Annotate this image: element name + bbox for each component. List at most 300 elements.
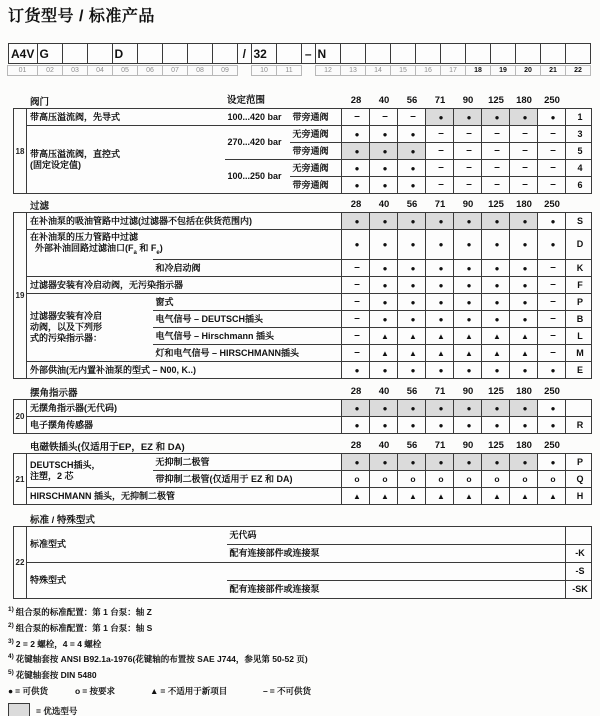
dash-symbol: – — [438, 179, 444, 190]
availability-cell — [510, 143, 538, 160]
dot-symbol: ● — [354, 420, 360, 430]
code-bar-column — [8, 43, 38, 76]
dash-symbol: – — [466, 128, 472, 139]
section-title: 摆角指示器 — [30, 388, 78, 399]
dot-symbol: ● — [438, 263, 444, 273]
availability-cell — [454, 126, 482, 143]
availability-cell — [482, 417, 510, 434]
row-label: 特殊型式 — [27, 563, 227, 599]
circ-symbol: o — [354, 473, 360, 484]
code-cell-number: 02 — [37, 65, 63, 76]
order-code: S — [566, 213, 592, 230]
dot-symbol: ● — [494, 403, 500, 413]
dot-symbol: ● — [382, 240, 388, 250]
section-number: 22 — [13, 526, 27, 599]
section-22-header — [13, 512, 592, 526]
availability-cell — [482, 260, 510, 277]
row-sublabel: 带抑制二极管(仅适用于 EZ 和 DA) — [153, 471, 342, 488]
availability-cell — [510, 328, 538, 345]
availability-cell — [370, 230, 398, 260]
code-bar-column — [541, 43, 566, 76]
section-18-valves — [13, 94, 592, 194]
circ-symbol: o — [494, 473, 500, 484]
size-column-header: 40 — [378, 386, 390, 397]
availability-cell — [398, 109, 426, 126]
dot-symbol: ● — [522, 216, 528, 226]
order-code: E — [566, 362, 592, 379]
size-column-header: 56 — [406, 95, 418, 106]
circ-symbol: o — [466, 473, 472, 484]
size-column-header: 56 — [406, 199, 418, 210]
section-20-header — [13, 385, 592, 399]
availability-cell — [370, 277, 398, 294]
code-cell: – — [301, 43, 317, 64]
availability-cell — [398, 488, 426, 505]
dot-symbol: ● — [438, 240, 444, 250]
section-19-filtration — [13, 198, 592, 379]
availability-cell — [426, 277, 454, 294]
tri-symbol: ▲ — [549, 491, 557, 501]
row-sublabel: 灯和电气信号 – HIRSCHMANN插头 — [153, 345, 342, 362]
dot-symbol: ● — [466, 365, 472, 375]
row-label: HIRSCHMANN 插头，无抑制二极管 — [27, 488, 342, 505]
availability-cell — [370, 311, 398, 328]
availability-cell — [454, 177, 482, 194]
pressure-range: 100...420 bar — [227, 111, 282, 122]
dot-symbol: ● — [410, 146, 416, 156]
availability-cell — [482, 277, 510, 294]
table-row — [27, 527, 592, 545]
tri-symbol: ▲ — [409, 331, 417, 341]
availability-cell — [342, 260, 370, 277]
dash-symbol: – — [550, 279, 556, 290]
availability-cell — [342, 400, 370, 417]
availability-cell — [454, 160, 482, 177]
code-cell — [187, 43, 214, 64]
dot-symbol: ● — [438, 314, 444, 324]
availability-cell — [510, 471, 538, 488]
dot-symbol: ● — [494, 297, 500, 307]
code-cell — [276, 43, 303, 64]
tri-symbol: ▲ — [493, 491, 501, 501]
dash-symbol: – — [550, 162, 556, 173]
code-cell-number — [301, 65, 316, 76]
availability-table — [26, 108, 592, 194]
table-row — [27, 260, 592, 277]
availability-cell — [342, 160, 370, 177]
size-column-header: 90 — [462, 199, 474, 210]
size-column-header: 28 — [350, 440, 362, 451]
order-code: -S — [566, 563, 592, 581]
dot-symbol: ● — [410, 457, 416, 467]
shaded-box-swatch — [8, 703, 30, 716]
dot-symbol: ● — [354, 146, 360, 156]
availability-cell — [398, 213, 426, 230]
code-cell: 32 — [251, 43, 278, 64]
availability-cell — [370, 345, 398, 362]
dot-symbol: ● — [494, 112, 500, 122]
section-number: 20 — [13, 399, 27, 434]
availability-cell — [482, 143, 510, 160]
order-code — [566, 400, 592, 417]
row-label: 带高压溢流阀，先导式 — [30, 111, 121, 122]
availability-cell — [454, 400, 482, 417]
code-bar-column — [277, 43, 302, 76]
table-row — [27, 417, 592, 434]
size-column-header: 125 — [488, 386, 504, 397]
availability-cell — [342, 345, 370, 362]
availability-cell — [398, 143, 426, 160]
availability-cell — [370, 362, 398, 379]
bypass-type: 带旁通阀 — [292, 111, 329, 122]
availability-cell — [538, 143, 566, 160]
availability-cell — [538, 488, 566, 505]
availability-cell — [342, 328, 370, 345]
code-cell-number: 01 — [7, 65, 38, 76]
dash-symbol: – — [354, 296, 360, 307]
dot-symbol: ● — [410, 297, 416, 307]
size-column-header: 180 — [516, 95, 532, 106]
availability-cell — [510, 160, 538, 177]
code-bar-column — [566, 43, 591, 76]
circ-symbol: o — [522, 473, 528, 484]
availability-cell — [510, 454, 538, 471]
tri-symbol: ▲ — [493, 348, 501, 358]
availability-cell — [342, 213, 370, 230]
dash-symbol: – — [354, 279, 360, 290]
dot-symbol: ● — [466, 240, 472, 250]
dot-symbol: ● — [494, 216, 500, 226]
size-column-header: 125 — [488, 440, 504, 451]
code-cell — [440, 43, 467, 64]
dot-symbol: ● — [466, 297, 472, 307]
dot-symbol: ● — [382, 297, 388, 307]
footnote: $^{5)}$ 花键轴套按 DIN 5480 — [8, 669, 97, 681]
dash-symbol: – — [550, 347, 556, 358]
order-code: M — [566, 345, 592, 362]
code-cell-number: 03 — [62, 65, 88, 76]
code-bar-column — [113, 43, 138, 76]
availability-table — [26, 453, 592, 505]
order-code: 3 — [566, 126, 592, 143]
dash-symbol: – — [550, 262, 556, 273]
availability-cell — [510, 488, 538, 505]
availability-cell — [398, 471, 426, 488]
section-20-swivel-indicator — [13, 385, 592, 434]
row-label: DEUTSCH插头， 注塑，2 芯 — [30, 459, 101, 481]
dot-symbol: ● — [354, 163, 360, 173]
code-cell — [62, 43, 89, 64]
bypass-type: 带旁通阀 — [290, 143, 342, 160]
size-column-header: 28 — [350, 199, 362, 210]
dash-symbol: – — [494, 145, 500, 156]
availability-cell — [426, 471, 454, 488]
code-bar-column — [391, 43, 416, 76]
availability-cell — [426, 177, 454, 194]
dot-symbol: ● — [354, 240, 360, 250]
dot-symbol: ● — [438, 280, 444, 290]
legend-on-request: o = 按要求 — [75, 686, 116, 697]
dot-symbol: ● — [522, 457, 528, 467]
filter-ports-label: 外部补油回路过滤油口($F_a$ 和 $F_e$) — [35, 242, 163, 256]
availability-cell — [398, 294, 426, 311]
dash-symbol: – — [354, 347, 360, 358]
availability-cell — [342, 126, 370, 143]
availability-cell — [538, 213, 566, 230]
dash-symbol: – — [438, 145, 444, 156]
availability-cell — [426, 143, 454, 160]
code-cell-number: 12 — [315, 65, 341, 76]
legend-available: ● = 可供货 — [8, 686, 48, 697]
availability-cell — [398, 345, 426, 362]
availability-cell — [482, 311, 510, 328]
availability-cell — [342, 277, 370, 294]
dot-symbol: ● — [354, 403, 360, 413]
size-column-header: 125 — [488, 199, 504, 210]
section-number: 21 — [13, 453, 27, 505]
availability-cell — [454, 362, 482, 379]
dot-symbol: ● — [522, 314, 528, 324]
availability-cell — [482, 471, 510, 488]
row-label: 过滤器安装有冷启 动阀，以及下列形 式的污染指示器： — [27, 294, 153, 362]
code-cell — [540, 43, 567, 64]
availability-cell — [370, 177, 398, 194]
availability-cell — [370, 471, 398, 488]
dot-symbol: ● — [382, 129, 388, 139]
availability-cell — [538, 311, 566, 328]
pressure-range: 270...420 bar — [225, 126, 290, 160]
row-sublabel: 和冷启动阀 — [153, 260, 342, 277]
order-code: R — [566, 417, 592, 434]
availability-cell — [482, 177, 510, 194]
availability-cell — [342, 311, 370, 328]
dot-symbol: ● — [550, 240, 556, 250]
dot-symbol: ● — [382, 163, 388, 173]
code-cell-number: 22 — [565, 65, 591, 76]
availability-cell — [370, 488, 398, 505]
dot-symbol: ● — [354, 180, 360, 190]
table-row — [27, 362, 592, 379]
bypass-type: 无旁通阀 — [290, 126, 342, 143]
availability-cell — [482, 294, 510, 311]
size-column-header: 28 — [350, 95, 362, 106]
row-label: 外部供油(无内置补油泵的型式 – N00, K..) — [27, 362, 342, 379]
dot-symbol: ● — [438, 403, 444, 413]
table-row — [27, 294, 592, 311]
code-cell-number: 06 — [137, 65, 163, 76]
availability-cell — [510, 311, 538, 328]
dot-symbol: ● — [522, 420, 528, 430]
code-cell: N — [315, 43, 342, 64]
dot-symbol: ● — [410, 420, 416, 430]
availability-cell — [398, 230, 426, 260]
availability-cell — [342, 230, 370, 260]
availability-cell — [370, 109, 398, 126]
availability-cell — [426, 126, 454, 143]
dot-symbol: ● — [522, 297, 528, 307]
availability-table — [26, 399, 592, 434]
row-label: 电子摆角传感器 — [27, 417, 342, 434]
availability-cell — [398, 277, 426, 294]
tri-symbol: ▲ — [381, 348, 389, 358]
availability-cell — [510, 260, 538, 277]
circ-symbol: o — [550, 473, 556, 484]
availability-cell — [398, 362, 426, 379]
availability-cell — [398, 177, 426, 194]
code-bar-column — [416, 43, 441, 76]
dash-symbol: – — [354, 330, 360, 341]
code-cell-number: 11 — [276, 65, 302, 76]
code-cell — [465, 43, 492, 64]
row-label: 带高压溢流阀，直控式 (固定设定值) — [27, 126, 225, 194]
availability-cell — [342, 177, 370, 194]
order-code: K — [566, 260, 592, 277]
dot-symbol: ● — [550, 365, 556, 375]
availability-cell — [398, 400, 426, 417]
availability-cell — [482, 488, 510, 505]
dot-symbol: ● — [494, 263, 500, 273]
availability-cell — [370, 126, 398, 143]
code-cell-number: 17 — [440, 65, 466, 76]
availability-cell — [538, 230, 566, 260]
availability-cell — [538, 177, 566, 194]
code-cell-number: 07 — [162, 65, 188, 76]
availability-cell — [538, 277, 566, 294]
size-column-header: 250 — [544, 440, 560, 451]
pressure-range: 100...250 bar — [225, 160, 290, 194]
order-code: P — [566, 454, 592, 471]
size-column-header: 250 — [544, 199, 560, 210]
size-column-headers — [342, 198, 566, 212]
availability-cell — [454, 109, 482, 126]
size-column-headers — [342, 94, 566, 108]
availability-cell — [426, 160, 454, 177]
dash-symbol: – — [494, 162, 500, 173]
dot-symbol: ● — [354, 129, 360, 139]
dash-symbol: – — [494, 179, 500, 190]
table-row — [27, 230, 592, 260]
code-cell-number — [237, 65, 252, 76]
code-cell: / — [237, 43, 253, 64]
dash-symbol: – — [438, 128, 444, 139]
size-column-header: 180 — [516, 386, 532, 397]
availability-cell — [538, 160, 566, 177]
availability-cell — [482, 126, 510, 143]
dot-symbol: ● — [354, 457, 360, 467]
code-bar-column — [38, 43, 63, 76]
row-sublabel: 配有连接部件或连接泵 — [227, 581, 566, 599]
dash-symbol: – — [354, 313, 360, 324]
circ-symbol: o — [410, 473, 416, 484]
availability-cell — [454, 311, 482, 328]
availability-cell — [370, 213, 398, 230]
size-column-header: 90 — [462, 440, 474, 451]
availability-cell — [510, 126, 538, 143]
availability-cell — [510, 294, 538, 311]
availability-cell — [454, 230, 482, 260]
row-sublabel: 配有连接部件或连接泵 — [227, 545, 566, 563]
size-column-header: 180 — [516, 440, 532, 451]
dot-symbol: ● — [466, 216, 472, 226]
availability-cell — [482, 328, 510, 345]
dash-symbol: – — [354, 262, 360, 273]
availability-cell — [482, 230, 510, 260]
dash-symbol: – — [382, 111, 388, 122]
dot-symbol: ● — [382, 457, 388, 467]
footnotes — [8, 603, 592, 682]
code-cell — [137, 43, 164, 64]
dot-symbol: ● — [382, 403, 388, 413]
code-cell-number: 16 — [415, 65, 441, 76]
code-cell — [415, 43, 442, 64]
size-column-headers — [342, 385, 566, 399]
section-title: 阀门 — [30, 97, 50, 108]
dot-symbol: ● — [382, 216, 388, 226]
dot-symbol: ● — [550, 420, 556, 430]
code-bar-column — [138, 43, 163, 76]
model-code-bar — [8, 43, 592, 76]
tri-symbol: ▲ — [409, 491, 417, 501]
size-column-header: 56 — [406, 440, 418, 451]
size-column-header: 90 — [462, 95, 474, 106]
tri-symbol: ▲ — [493, 331, 501, 341]
dot-symbol: ● — [382, 180, 388, 190]
dot-symbol: ● — [550, 216, 556, 226]
size-column-header: 40 — [378, 199, 390, 210]
dot-symbol: ● — [466, 420, 472, 430]
dot-symbol: ● — [522, 263, 528, 273]
availability-cell — [538, 294, 566, 311]
section-title: 标准 / 特殊型式 — [30, 515, 95, 526]
availability-cell — [342, 294, 370, 311]
dot-symbol: ● — [438, 420, 444, 430]
size-column-header: 90 — [462, 386, 474, 397]
code-cell — [565, 43, 592, 64]
availability-cell — [482, 160, 510, 177]
availability-cell — [398, 160, 426, 177]
symbol-legend — [8, 685, 592, 698]
code-cell — [87, 43, 114, 64]
tri-symbol: ▲ — [465, 331, 473, 341]
order-code: -K — [566, 545, 592, 563]
dot-symbol: ● — [522, 240, 528, 250]
size-column-header: 56 — [406, 386, 418, 397]
availability-cell — [510, 177, 538, 194]
legend-not-available: – = 不可供货 — [263, 686, 312, 697]
order-code: D — [566, 230, 592, 260]
availability-cell — [370, 294, 398, 311]
size-column-header: 40 — [378, 95, 390, 106]
dot-symbol: ● — [466, 280, 472, 290]
code-bar-column — [316, 43, 341, 76]
code-cell — [212, 43, 239, 64]
order-code: Q — [566, 471, 592, 488]
code-bar-column — [491, 43, 516, 76]
dot-symbol: ● — [522, 280, 528, 290]
availability-cell — [482, 213, 510, 230]
tri-symbol: ▲ — [381, 331, 389, 341]
availability-cell — [426, 345, 454, 362]
tri-symbol: ▲ — [465, 348, 473, 358]
section-19-header — [13, 198, 592, 212]
dot-symbol: ● — [382, 420, 388, 430]
dash-symbol: – — [550, 179, 556, 190]
section-number: 19 — [13, 212, 27, 379]
section-21-header — [13, 439, 592, 453]
dot-symbol: ● — [410, 216, 416, 226]
dot-symbol: ● — [438, 216, 444, 226]
code-bar-column — [188, 43, 213, 76]
